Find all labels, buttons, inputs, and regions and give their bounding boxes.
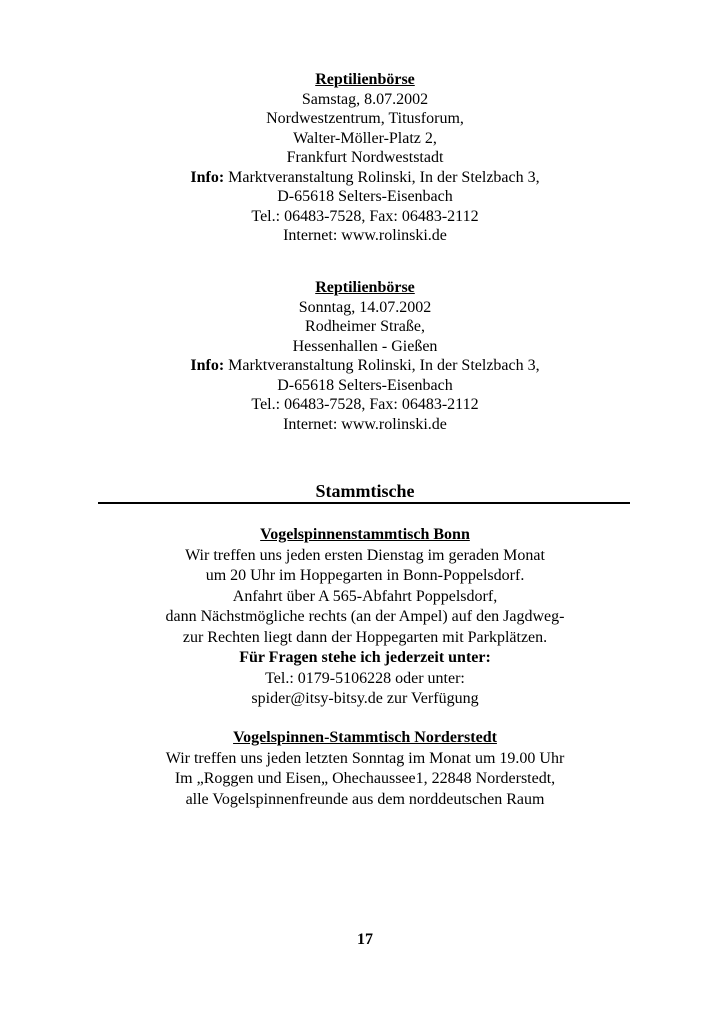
stammtisch-contact-heading: Für Fragen stehe ich jederzeit unter: bbox=[239, 649, 491, 666]
info-label: Info: bbox=[190, 168, 225, 186]
info-label: Info: bbox=[190, 357, 225, 374]
stammtisch-line: um 20 Uhr im Hoppegarten in Bonn-Poppelsdorf. bbox=[205, 567, 525, 584]
event-block-frankfurt bbox=[100, 70, 630, 246]
event-address: D-65618 Selters-Eisenbach bbox=[277, 376, 453, 394]
stammtisch-title: Vogelspinnenstammtisch Bonn bbox=[260, 526, 470, 543]
stammtisch-line: Anfahrt über A 565-Abfahrt Poppelsdorf, bbox=[232, 587, 498, 605]
stammtisch-email: spider@itsy-bitsy.de zur Verfügung bbox=[251, 690, 479, 707]
stammtisch-line: Wir treffen uns jeden letzten Sonntag im Monat um 19.00 Uhr bbox=[165, 749, 565, 767]
event-venue-street: Rodheimer Straße, bbox=[305, 318, 425, 335]
page-number: 17 bbox=[357, 931, 373, 948]
stammtisch-norderstedt-block bbox=[110, 728, 620, 810]
event-phone: Tel.: 06483-7528, Fax: 06483-2112 bbox=[251, 207, 479, 225]
section-divider bbox=[98, 502, 630, 504]
event-info bbox=[100, 168, 630, 188]
stammtisch-phone: Tel.: 0179-5106228 oder unter: bbox=[265, 669, 465, 687]
info-text: Marktveranstaltung Rolinski, In der Stelzbach 3, bbox=[224, 168, 540, 186]
event-info bbox=[100, 356, 630, 376]
event-date: Samstag, 8.07.2002 bbox=[301, 90, 429, 108]
stammtisch-line: Wir treffen uns jeden ersten Dienstag im geraden Monat bbox=[185, 546, 545, 564]
event-venue-street: Walter-Möller-Platz 2, bbox=[293, 129, 437, 147]
stammtisch-bonn-block bbox=[110, 525, 620, 710]
stammtisch-line: alle Vogelspinnenfreunde aus dem norddeutschen Raum bbox=[185, 790, 545, 808]
event-internet: Internet: www.rolinski.de bbox=[283, 227, 447, 244]
event-venue-city: Frankfurt Nordweststadt bbox=[286, 149, 444, 166]
stammtisch-line: dann Nächstmögliche rechts (an der Ampel) auf den Jagdweg- bbox=[165, 608, 565, 625]
event-date: Sonntag, 14.07.2002 bbox=[298, 298, 432, 316]
stammtisch-line: zur Rechten liegt dann der Hoppegarten mit Parkplätzen. bbox=[182, 628, 548, 646]
info-text: Marktveranstaltung Rolinski, In der Stelzbach 3, bbox=[224, 357, 540, 374]
event-venue-city: Hessenhallen - Gießen bbox=[292, 337, 438, 355]
event-phone: Tel.: 06483-7528, Fax: 06483-2112 bbox=[251, 396, 479, 413]
event-block-giessen bbox=[100, 278, 630, 434]
event-title: Reptilienbörse bbox=[315, 279, 415, 296]
event-internet: Internet: www.rolinski.de bbox=[283, 415, 447, 433]
event-address: D-65618 Selters-Eisenbach bbox=[277, 188, 453, 205]
section-title: Stammtische bbox=[315, 481, 415, 501]
event-venue: Nordwestzentrum, Titusforum, bbox=[266, 110, 464, 127]
stammtisch-line: Im „Roggen und Eisen„ Ohechaussee1, 22848 Norderstedt, bbox=[174, 770, 556, 787]
stammtisch-title: Vogelspinnen-Stammtisch Norderstedt bbox=[233, 729, 497, 746]
event-title: Reptilienbörse bbox=[315, 71, 415, 88]
